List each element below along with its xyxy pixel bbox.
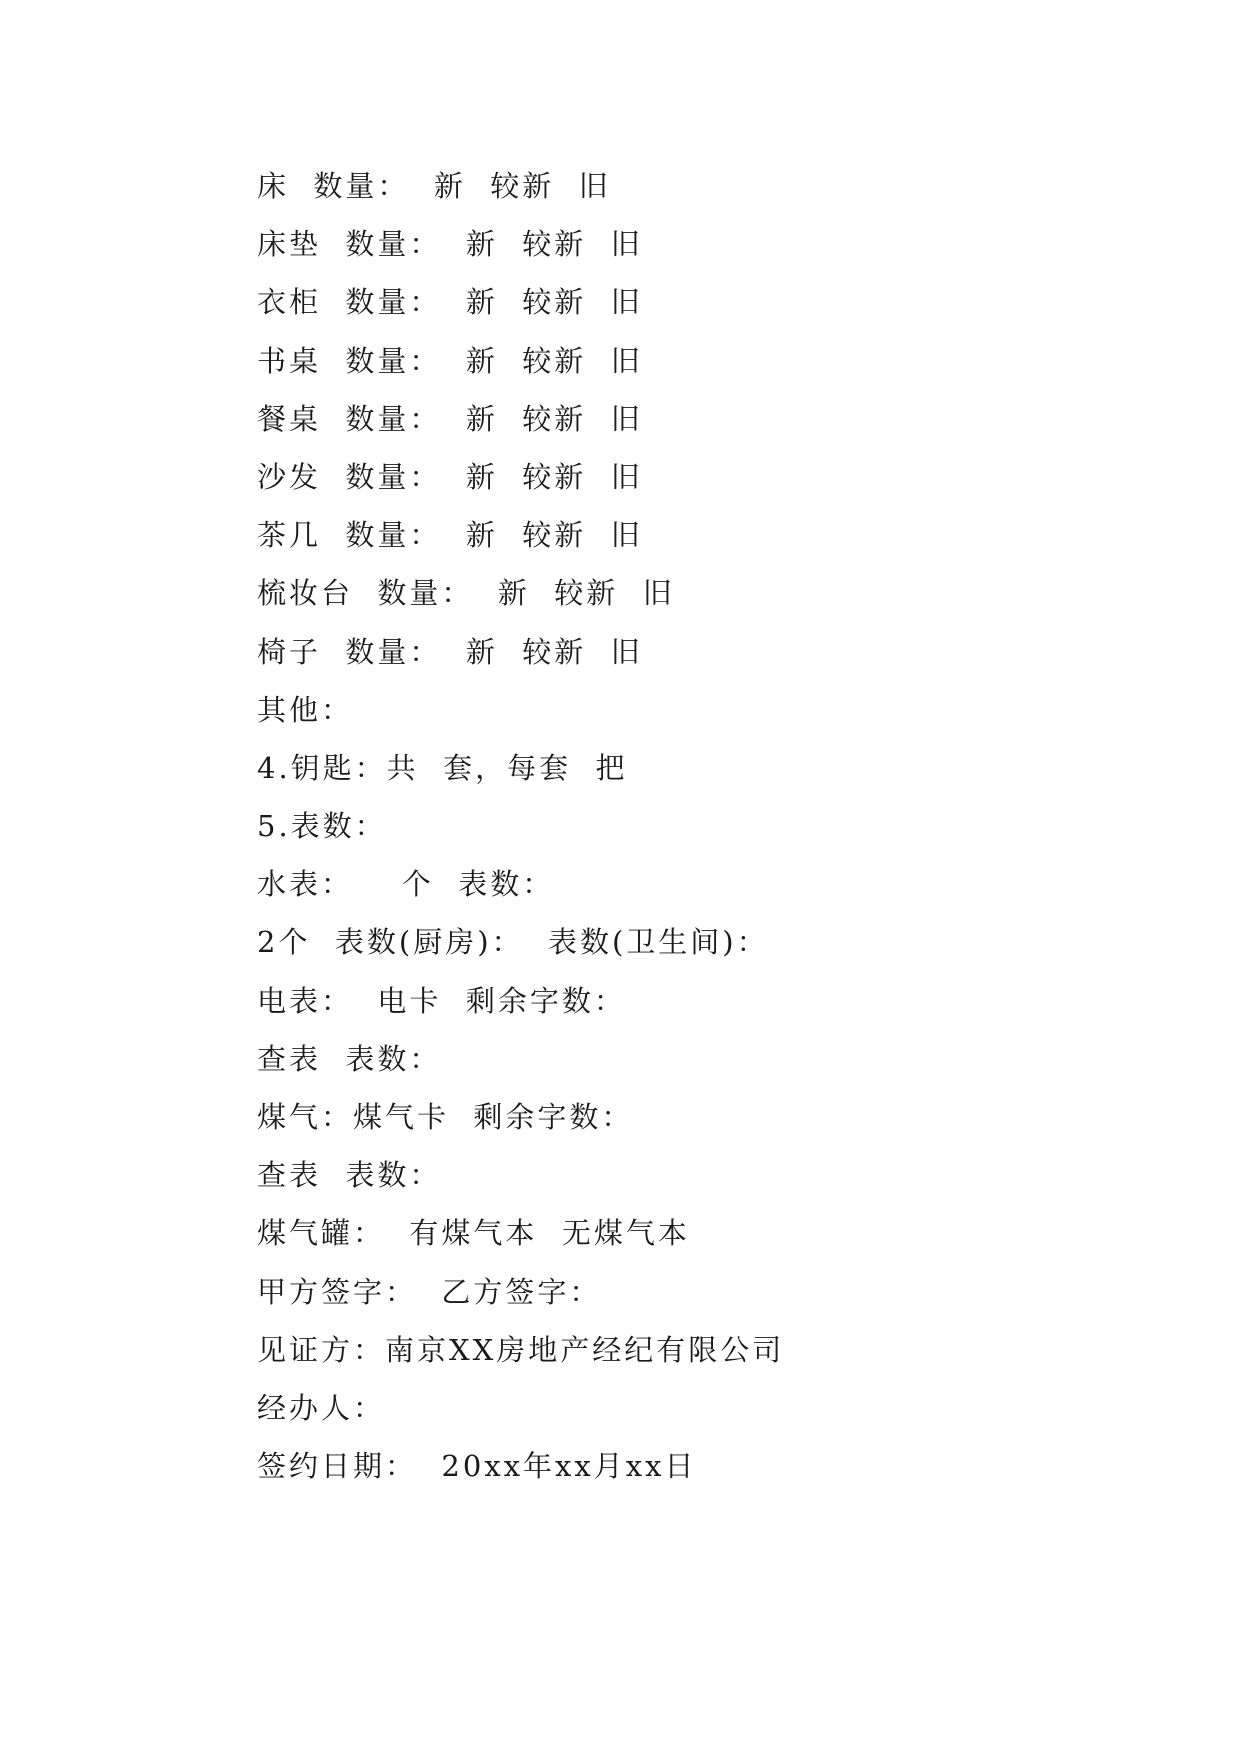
furniture-line-chair: 椅子 数量： 新 较新 旧 [257,634,643,669]
electric-meter-line: 电表： 电卡 剩余字数： [257,983,626,1018]
furniture-line-mattress: 床垫 数量： 新 较新 旧 [257,227,643,262]
furniture-line-sofa: 沙发 数量： 新 较新 旧 [257,459,643,494]
signature-line: 甲方签字： 乙方签字： [257,1274,602,1309]
furniture-line-dining-table: 餐桌 数量： 新 较新 旧 [257,401,643,436]
furniture-line-wardrobe: 衣柜 数量： 新 较新 旧 [257,285,643,320]
furniture-line-dresser: 梳妆台 数量： 新 较新 旧 [257,576,675,611]
water-meter-detail-line: 2个 表数(厨房)： 表数(卫生间)： [257,925,769,960]
electric-reading-line: 查表 表数： [257,1041,442,1076]
water-meter-line: 水表： 个 表数： [257,867,555,902]
furniture-line-desk: 书桌 数量： 新 较新 旧 [257,343,643,378]
other-line: 其他： [257,692,354,727]
keys-line: 4.钥匙：共 套，每套 把 [257,750,628,785]
gas-meter-line: 煤气：煤气卡 剩余字数： [257,1100,634,1134]
furniture-line-coffee-table: 茶几 数量： 新 较新 旧 [257,518,643,553]
gas-reading-line: 查表 表数： [257,1158,442,1193]
agent-line: 经办人： [257,1390,386,1425]
gas-tank-line: 煤气罐： 有煤气本 无煤气本 [257,1216,690,1251]
document-body [257,157,1157,1495]
meter-readings-heading: 5.表数： [257,809,387,844]
witness-line: 见证方：南京XX房地产经纪有限公司 [257,1332,785,1367]
signing-date-line: 签约日期： 20xx年xx月xx日 [257,1449,697,1484]
furniture-line-bed: 床 数量： 新 较新 旧 [257,169,611,203]
